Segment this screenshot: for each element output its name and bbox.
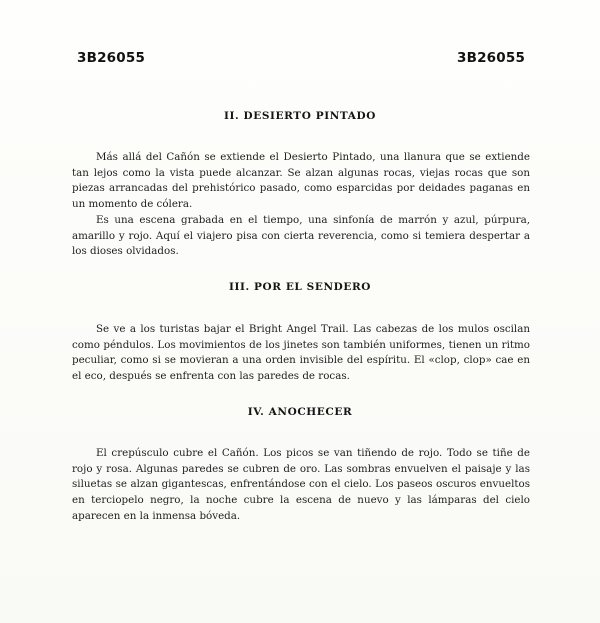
section-body-desierto-pintado [72,150,530,260]
paragraph: Es una escena grabada en el tiempo, una sinfonía de marrón y azul, púrpura, amarillo y rojo. Aquí el viajero pisa con cierta reverencia, como si temiera despertar a los dioses olvidados. [72,213,530,258]
section-body-anochecer [72,446,530,525]
section-heading-por-el-sendero: III. POR EL SENDERO [228,281,372,293]
section-heading-desierto-pintado: II. DESIERTO PINTADO [224,110,376,122]
paragraph: Más allá del Cañón se extiende el Desierto Pintado, una llanura que se extiende tan lejos como la vista puede alcanzar. Se alzan algunas rocas, viejas rocas que son piezas arrancadas del prehistórico pasado, como esparcidas por deidades paganas en un momento de cólera. [72,151,530,211]
catalog-number-left: 3B26055 [77,50,146,66]
catalog-number-right: 3B26055 [457,50,526,66]
section-heading-anochecer: IV. ANOCHECER [247,406,353,418]
paragraph: Se ve a los turistas bajar el Bright Angel Trail. Las cabezas de los mulos oscilan como péndulos. Los movimientos de los jinetes son también uniformes, tienen un ritmo peculiar, como si se movieran a una orden invisible del espíritu. El «clop, clop» cae en el eco, después se enfrenta con las paredes de rocas. [72,323,530,383]
paragraph: El crepúsculo cubre el Cañón. Los picos se van tiñendo de rojo. Todo se tiñe de rojo y rosa. Algunas paredes se cubren de oro. Las sombras envuelven el paisaje y las siluetas se alzan gigantescas, enfrentándose con el cielo. Los paseos oscuros envueltos en terciopelo negro, la noche cubre la escena de nuevo y las lámparas del cielo aparecen en la inmensa bóveda. [72,447,530,522]
section-body-por-el-sendero [72,322,530,385]
